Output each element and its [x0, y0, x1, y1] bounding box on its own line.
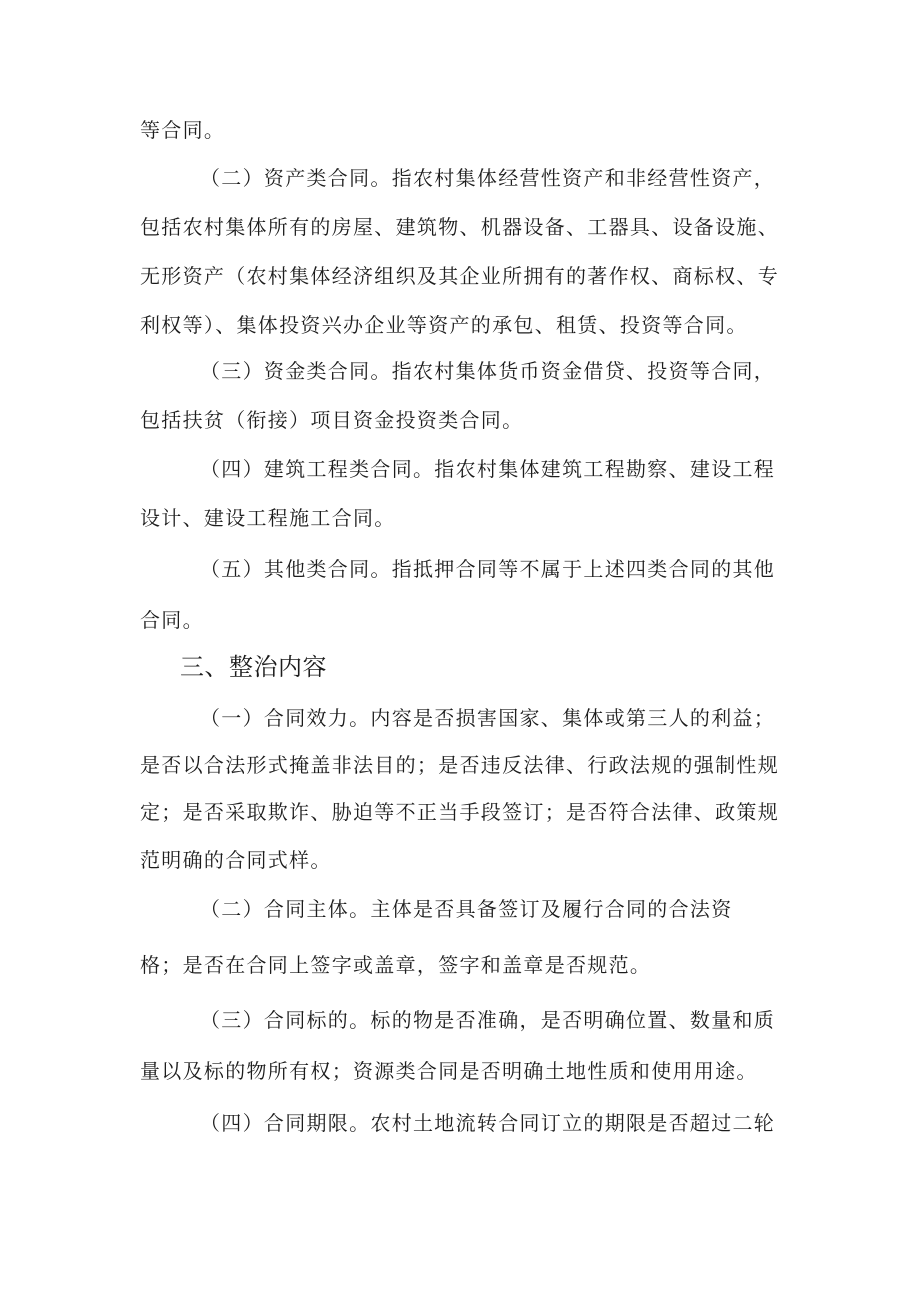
text-line: 等合同。	[140, 118, 226, 142]
text-line: 定；是否采取欺诈、胁迫等不正当手段签订；是否符合法律、政策规	[140, 800, 779, 824]
text-line: （一）合同效力。内容是否损害国家、集体或第三人的利益；	[200, 706, 776, 730]
text-line: 设计、建设工程施工合同。	[140, 506, 396, 530]
text-line: 范明确的合同式样。	[140, 848, 332, 872]
text-line: 是否以合法形式掩盖非法目的；是否违反法律、行政法规的强制性规	[140, 753, 779, 777]
text-line: （三）资金类合同。指农村集体货币资金借贷、投资等合同，	[200, 359, 776, 383]
text-line: 包括扶贫（衔接）项目资金投资类合同。	[140, 408, 524, 432]
text-line: 无形资产（农村集体经济组织及其企业所拥有的著作权、商标权、专	[140, 264, 779, 288]
text-line: （四）建筑工程类合同。指农村集体建筑工程勘察、建设工程	[200, 457, 776, 481]
text-line: 包括农村集体所有的房屋、建筑物、机器设备、工器具、设备设施、	[140, 215, 779, 239]
text-line: 格；是否在合同上签字或盖章，签字和盖章是否规范。	[140, 953, 652, 977]
section-heading: 三、整治内容	[180, 653, 327, 681]
text-line: （五）其他类合同。指抵押合同等不属于上述四类合同的其他	[200, 557, 776, 581]
text-line: 合同。	[140, 608, 204, 632]
text-line: 量以及标的物所有权；资源类合同是否明确土地性质和使用用途。	[140, 1059, 758, 1083]
text-line: （二）合同主体。主体是否具备签订及履行合同的合法资	[200, 897, 733, 921]
text-line: （二）资产类合同。指农村集体经营性资产和非经营性资产，	[200, 166, 776, 190]
text-line: （四）合同期限。农村土地流转合同订立的期限是否超过二轮	[200, 1111, 776, 1135]
text-line: 利权等）、集体投资兴办企业等资产的承包、租赁、投资等合同。	[140, 313, 748, 337]
text-line: （三）合同标的。标的物是否准确，是否明确位置、数量和质	[200, 1008, 776, 1032]
